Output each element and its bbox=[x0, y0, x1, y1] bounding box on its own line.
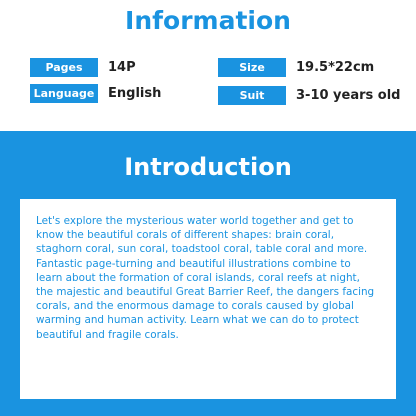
info-row-size bbox=[218, 58, 374, 77]
information-section bbox=[0, 0, 416, 131]
suit-value: 3-10 years old bbox=[296, 88, 401, 103]
size-value: 19.5*22cm bbox=[296, 60, 375, 75]
info-row-suit bbox=[218, 86, 401, 105]
info-row-language bbox=[30, 84, 161, 103]
pages-label-badge: Pages bbox=[30, 58, 98, 77]
info-row-pages bbox=[30, 58, 136, 77]
introduction-section bbox=[0, 131, 416, 416]
suit-label-badge: Suit bbox=[218, 86, 286, 105]
language-value: English bbox=[108, 86, 162, 101]
introduction-paragraph-1: Let's explore the mysterious water world together and get to know the beautiful corals of different shapes: brain coral, staghorn coral, sun coral, toadstool coral, table coral and more. bbox=[36, 215, 368, 256]
information-title: Information bbox=[125, 6, 291, 35]
introduction-paragraph-2: Fantastic page-turning and beautiful illustrations combine to learn about the formation of coral islands, coral reefs at night, the majestic and beautiful Great Barrier Reef, the dangers facing corals, and the enormous damage to corals caused by global warming and human activity. Learn what we can do to protect beautiful and fragile corals. bbox=[36, 257, 375, 341]
language-label-badge: Language bbox=[30, 84, 98, 103]
introduction-card bbox=[20, 199, 396, 399]
size-label-badge: Size bbox=[218, 58, 286, 77]
pages-value: 14P bbox=[108, 60, 136, 75]
introduction-title: Introduction bbox=[124, 153, 292, 181]
